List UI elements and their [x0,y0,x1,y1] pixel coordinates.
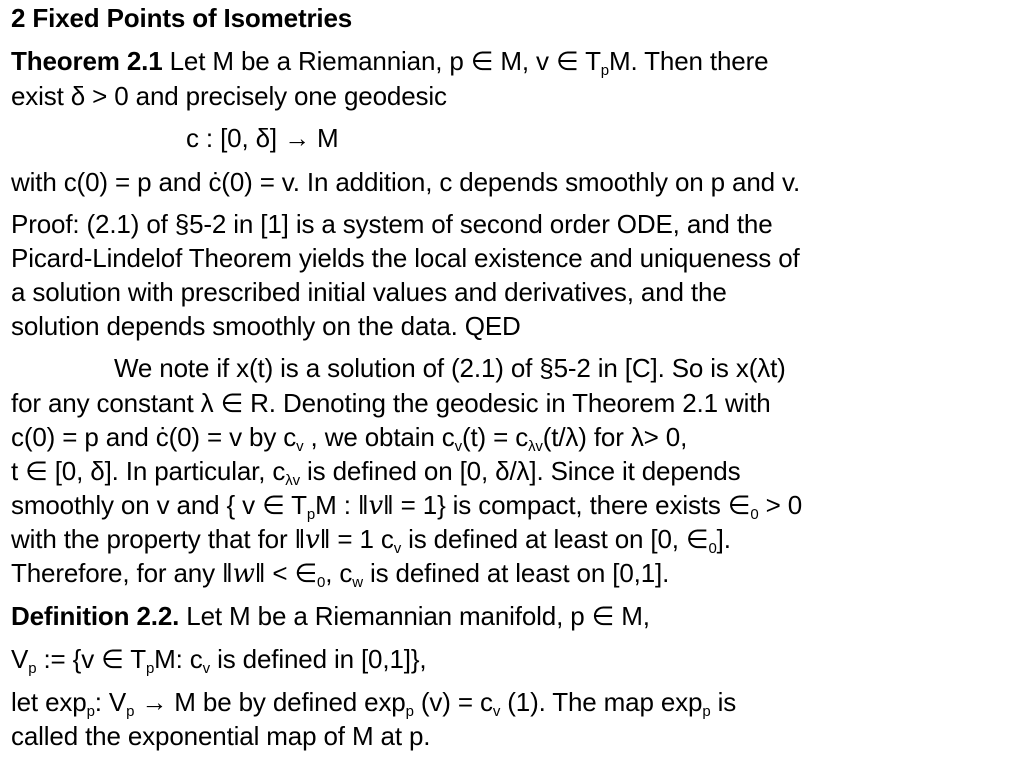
proof-line-4: solution depends smoothly on the data. QED [11,311,521,341]
theorem-label: Theorem 2.1 [11,46,163,76]
note-line-5: smoothly on v and { v ∈ $T_pM$ : ‖v‖ = 1} is compact, there exists $\in_0 > 0$ [11,490,803,523]
definition-label: Definition 2.2. [11,601,180,631]
proof-line-3: a solution with prescribed initial values and derivatives, and the [11,277,727,307]
proof-line-1: Proof: (2.1) of §5-2 in [1] is a system of second order ODE, and the [11,209,773,239]
definition-2-2-line-3: let $\exp_p$: $V_p \to M$ be by defined $\exp_p (v) = c_v$ (1). The map $\exp_p$ is [11,687,737,720]
proof-line-2: Picard-Lindelof Theorem yields the local existence and uniqueness of [11,243,800,273]
section-heading: 2 Fixed Points of Isometries [11,3,353,33]
note-line-4: t ∈ [0, δ]. In particular, $c_{\lambda v}$ is defined on [0, δ/λ]. Since it depends [11,456,741,489]
note-line-2: for any constant λ ∈ R. Denoting the geodesic in Theorem 2.1 with [11,388,771,418]
note-line-7: Therefore, for any ‖w‖ < $\in_0$, $c_w$ is defined at least on [0,1]. [11,558,670,591]
note-line-1: We note if x(t) is a solution of (2.1) of §5-2 in [C]. So is x(λt) [114,353,786,383]
note-line-3: c(0) = p and ċ(0) = v by $c_v$ , we obtain $c_v(t) = c_{\lambda v}(t/\lambda)$ for λ> 0, [11,422,688,455]
geodesic-formula: c : [0, δ] → M [186,123,339,153]
definition-2-2-line-4: called the exponential map of M at p. [11,721,431,751]
theorem-2-1-line-1: Theorem 2.1 Let M be a Riemannian, p ∈ M, v ∈ $T_pM$. Then there [11,46,769,79]
theorem-2-1-line-2: exist δ > 0 and precisely one geodesic [11,81,447,111]
note-line-6: with the property that for ‖v‖ = 1 $c_v$ is defined at least on [0, $\in_0$]. [11,524,731,557]
definition-2-2-line-1: Definition 2.2. Let M be a Riemannian manifold, p ∈ M, [11,601,650,631]
theorem-2-1-line-3: with c(0) = p and ċ(0) = v. In addition, c depends smoothly on p and v. [11,167,801,197]
definition-2-2-line-2: $V_p$ := {v ∈ $T_pM$: $c_v$ is defined in [0,1]}, [11,644,427,677]
